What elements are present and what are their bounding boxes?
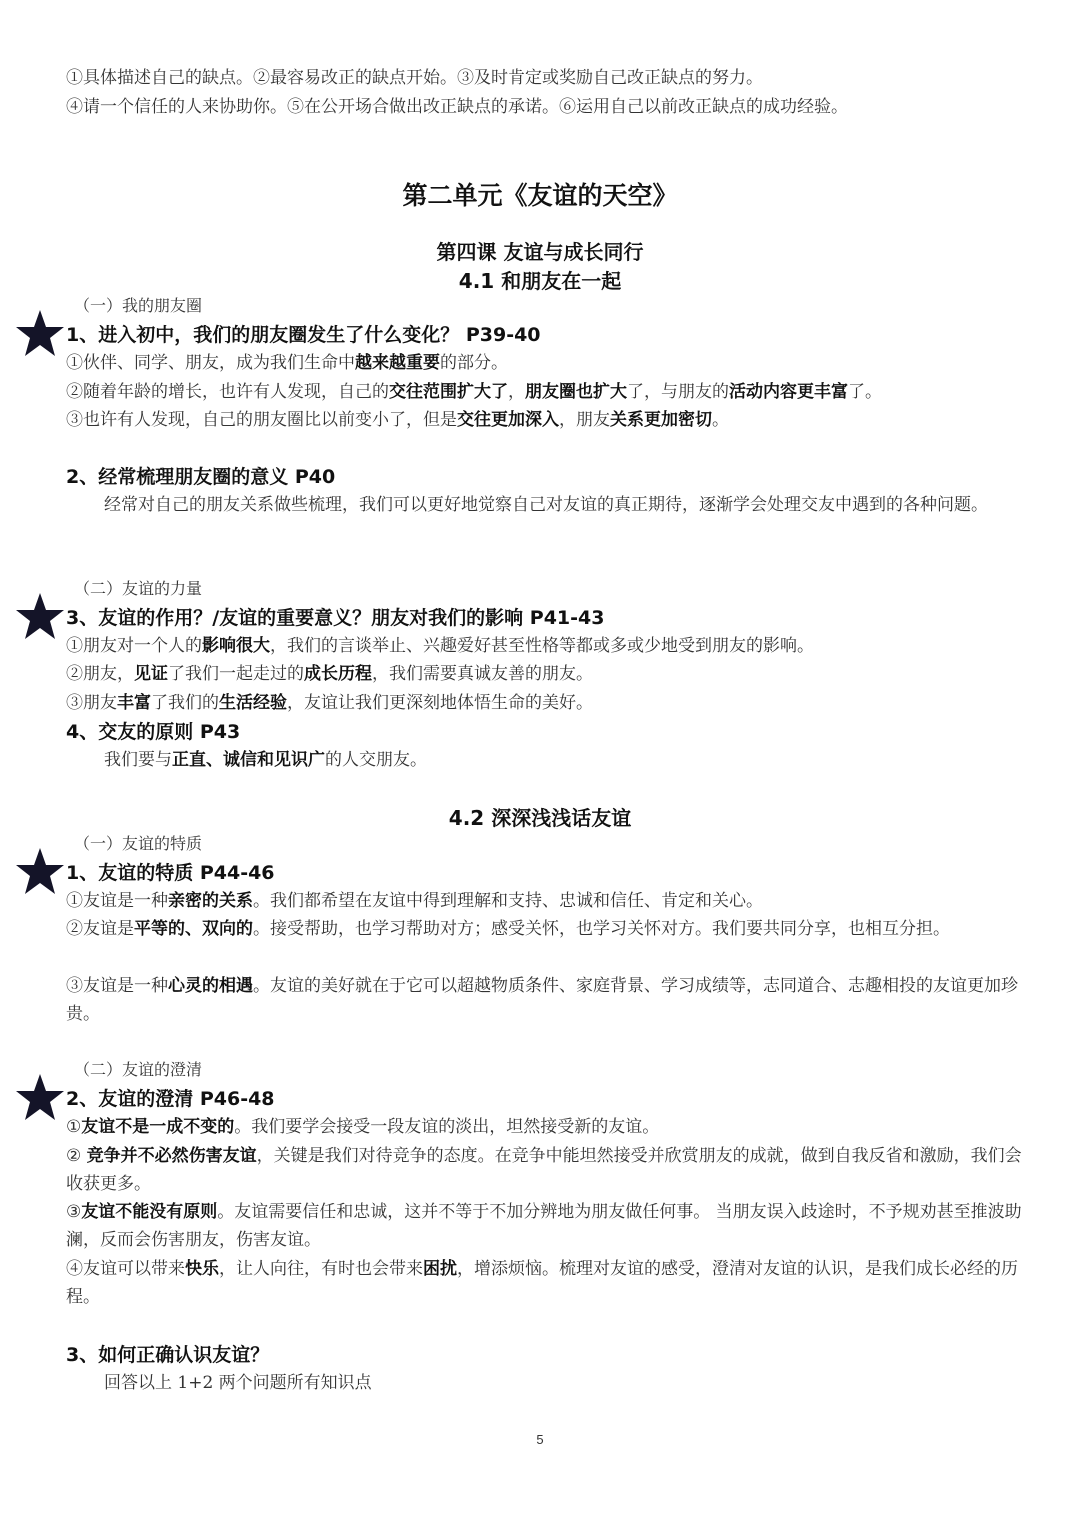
star-icon [14,1072,66,1122]
star-icon [14,308,66,358]
answer-paragraph: 经常对自己的朋友关系做些梳理，我们可以更好地觉察自己对友谊的真正期待，逐渐学会处理交友中遇到的各种问题。 [104,495,988,515]
question-heading: 3、友谊的作用？/友谊的重要意义？朋友对我们的影响 P41-43 [66,607,605,629]
answer-line: ②随着年龄的增长，也许有人发现，自己的交往范围扩大了，朋友圈也扩大了，与朋友的活动内容更丰富了。 [66,382,882,402]
subsection-heading: （二）友谊的澄清 [74,1060,203,1079]
question-heading: 3、如何正确认识友谊？ [66,1344,270,1366]
answer-paragraph: ③友谊是一种心灵的相遇。友谊的美好就在于它可以超越物质条件、家庭背景、学习成绩等，志同道合、志趣相投的友谊更加珍贵。 [66,976,1018,1024]
answer-line: ①友谊不是一成不变的。我们要学会接受一段友谊的淡出，坦然接受新的友谊。 [66,1117,660,1137]
intro-line-1: ①具体描述自己的缺点。②最容易改正的缺点开始。③及时肯定或奖励自己改正缺点的努力。 [66,68,763,88]
lesson-title: 第四课 友谊与成长同行 [436,240,644,264]
answer-line: ②朋友，见证了我们一起走过的成长历程，我们需要真诚友善的朋友。 [66,664,593,684]
intro-line-2: ④请一个信任的人来协助你。⑤在公开场合做出改正缺点的承诺。⑥运用自己以前改正缺点的成功经验。 [66,97,848,117]
question-heading: 1、友谊的特质 P44-46 [66,862,275,884]
answer-line: ①朋友对一个人的影响很大，我们的言谈举止、兴趣爱好甚至性格等都或多或少地受到朋友的影响。 [66,636,814,656]
answer-line: ③也许有人发现，自己的朋友圈比以前变小了，但是交往更加深入，朋友关系更加密切。 [66,410,729,430]
page-number: 5 [536,1432,544,1447]
star-icon [14,591,66,641]
answer-line: 回答以上 1+2 两个问题所有知识点 [104,1373,372,1393]
question-heading: 2、经常梳理朋友圈的意义 P40 [66,466,336,488]
question-heading: 2、友谊的澄清 P46-48 [66,1088,275,1110]
subsection-heading: （一）友谊的特质 [74,834,203,853]
answer-line: 我们要与正直、诚信和见识广的人交朋友。 [104,750,427,770]
question-heading: 4、交友的原则 P43 [66,721,241,743]
answer-paragraph: ③友谊不能没有原则。友谊需要信任和忠诚，这并不等于不加分辨地为朋友做任何事。 当朋友误入歧途时，不予规劝甚至推波助澜，反而会伤害朋友，伤害友谊。 [66,1202,1022,1250]
subsection-heading: （二）友谊的力量 [74,579,203,598]
section-4-2-title: 4.2 深深浅浅话友谊 [448,806,632,830]
answer-paragraph: ② 竞争并不必然伤害友谊，关键是我们对待竞争的态度。在竞争中能坦然接受并欣赏朋友的成就，做到自我反省和激励，我们会收获更多。 [66,1146,1022,1194]
answer-line: ③朋友丰富了我们的生活经验，友谊让我们更深刻地体悟生命的美好。 [66,693,593,713]
star-icon [14,846,66,896]
answer-paragraph: ②友谊是平等的、双向的。接受帮助，也学习帮助对方；感受关怀，也学习关怀对方。我们要共同分享，也相互分担。 [66,919,950,939]
answer-line: ①友谊是一种亲密的关系。我们都希望在友谊中得到理解和支持、忠诚和信任、肯定和关心。 [66,891,763,911]
unit-title: 第二单元《友谊的天空》 [402,181,678,210]
subsection-heading: （一）我的朋友圈 [74,296,203,315]
section-4-1-title: 4.1 和朋友在一起 [458,269,622,293]
answer-line: ①伙伴、同学、朋友，成为我们生命中越来越重要的部分。 [66,353,508,373]
question-heading: 1、进入初中，我们的朋友圈发生了什么变化？ P39-40 [66,324,541,346]
answer-paragraph: ④友谊可以带来快乐，让人向往，有时也会带来困扰，增添烦恼。梳理对友谊的感受，澄清对友谊的认识，是我们成长必经的历程。 [66,1259,1018,1307]
